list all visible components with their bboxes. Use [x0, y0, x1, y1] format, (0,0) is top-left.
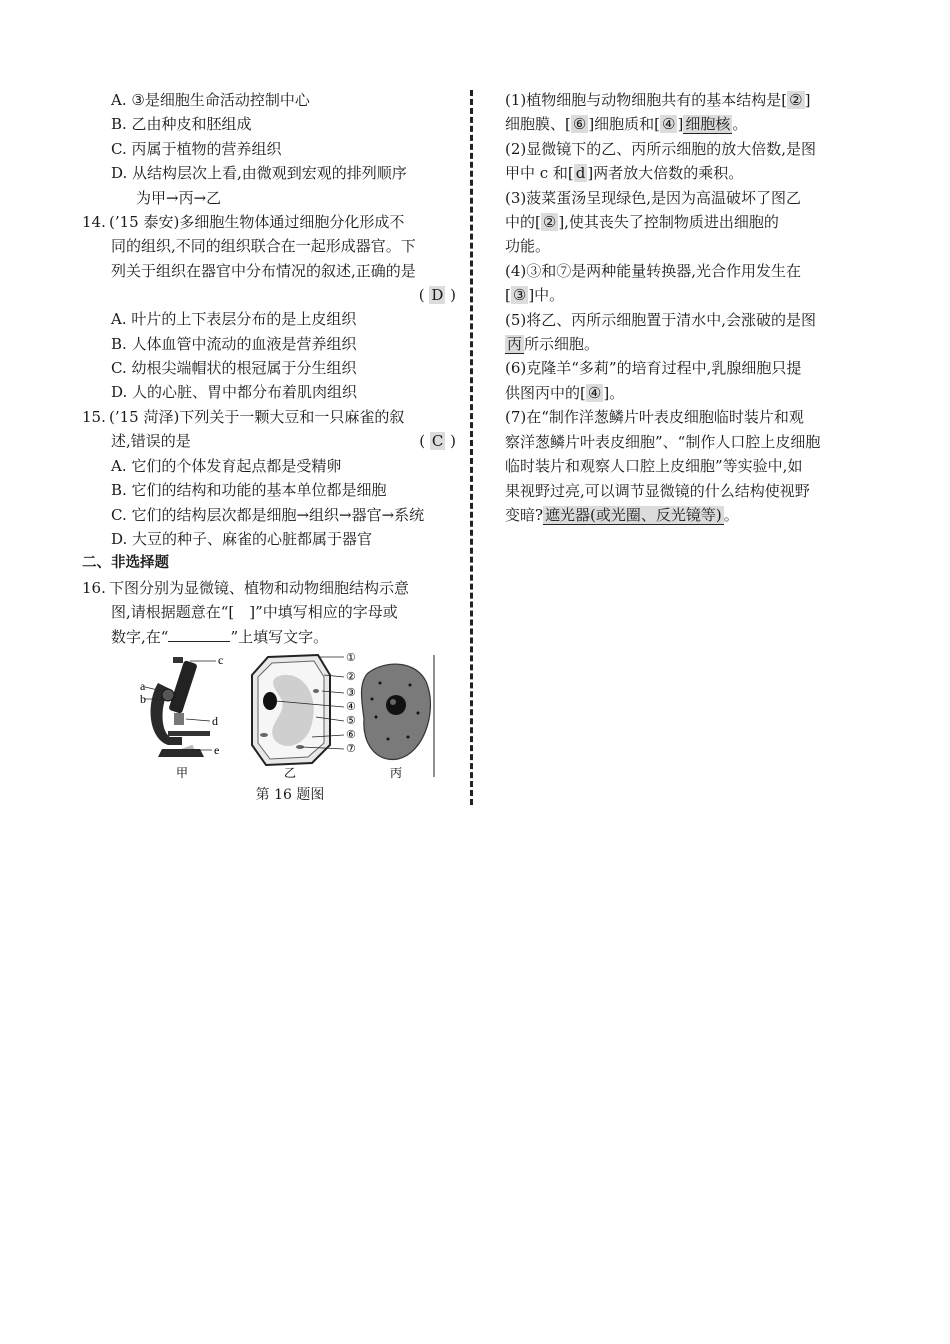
label-d: d — [212, 713, 218, 728]
q15-number: 15. — [82, 407, 106, 426]
figure-16 — [140, 653, 440, 783]
q14-answer: ( D ) — [418, 286, 456, 305]
panel-label-yi: 乙 — [284, 765, 297, 780]
answer-7-line-1: (7)在“制作洋葱鳞片叶表皮细胞临时装片和观 — [505, 408, 804, 427]
answer-7-line-4: 果视野过亮,可以调节显微镜的什么结构使视野 — [505, 481, 810, 500]
answer-2-line-1: (2)显微镜下的乙、丙所示细胞的放大倍数,是图 — [505, 139, 817, 158]
q15-stem-line-2: 述,错误的是 ( C ) — [82, 429, 462, 453]
answer-3-line-2: 中的[ ② ],使其丧失了控制物质进出细胞的 — [505, 213, 779, 232]
microscope-illustration — [140, 653, 223, 757]
answer-5-line-2: 丙 所示细胞。 — [507, 335, 600, 354]
q14-option-b: B. 人体血管中流动的血液是营养组织 — [111, 334, 357, 353]
q14-stem-line-1: 14. (’15 泰安)多细胞生物体通过细胞分化形成不 — [82, 210, 462, 234]
label-3: ③ — [346, 686, 356, 699]
answer-1-line-1: (1)植物细胞与动物细胞共有的基本结构是[ ② ] — [505, 91, 811, 109]
figure-caption: 第 16 题图 — [255, 786, 325, 803]
plant-cell-illustration — [252, 653, 356, 765]
fill-blank-line — [168, 627, 230, 642]
q13-option-b: B. 乙由种皮和胚组成 — [111, 115, 252, 134]
column-divider — [470, 90, 473, 805]
answer-3-line-3: 功能。 — [505, 237, 551, 256]
panel-label-jia: 甲 — [176, 765, 189, 780]
q16-stem-line-2: 图,请根据题意在“[ ]”中填写相应的字母或 — [111, 603, 398, 622]
answer-6-line-1: (6)克隆羊“多莉”的培育过程中,乳腺细胞只提 — [505, 359, 802, 378]
label-1: ① — [346, 652, 356, 664]
q15-answer: ( C ) — [419, 432, 456, 451]
label-e: e — [214, 742, 220, 757]
answer-5-line-1: (5)将乙、丙所示细胞置于清水中,会涨破的是图 — [505, 310, 817, 329]
label-4: ④ — [346, 700, 356, 713]
left-column — [82, 88, 462, 807]
answer-4-line-2: [ ③ ]中。 — [505, 286, 565, 305]
label-a: a — [140, 678, 146, 693]
q13-option-d: D. 从结构层次上看,由微观到宏观的排列顺序 — [111, 164, 407, 183]
label-7: ⑦ — [346, 742, 356, 755]
answer-7-line-3: 临时装片和观察人口腔上皮细胞”等实验中,如 — [505, 457, 803, 476]
q16-stem-line-3: 数字,在“ ”上填写文字。 — [111, 627, 329, 646]
label-c: c — [218, 652, 224, 667]
label-2: ② — [346, 670, 356, 683]
q14-stem-line-2: 同的组织,不同的组织联合在一起形成器官。下 — [111, 237, 416, 256]
q15-option-b: B. 它们的结构和功能的基本单位都是细胞 — [111, 481, 387, 500]
animal-cell-illustration — [362, 655, 435, 777]
q15-option-d: D. 大豆的种子、麻雀的心脏都属于器官 — [111, 529, 373, 548]
label-6: ⑥ — [346, 728, 356, 741]
q13-option-a: A. ③是细胞生命活动控制中心 — [111, 91, 310, 109]
answer-3-line-1: (3)菠菜蛋汤呈现绿色,是因为高温破坏了图乙 — [505, 188, 802, 207]
answer-6-line-2: 供图丙中的[ ④ ]。 — [505, 383, 625, 402]
q16-number: 16. — [82, 578, 106, 597]
answer-7-line-2: 察洋葱鳞片叶表皮细胞”、“制作人口腔上皮细胞 — [505, 432, 821, 451]
q15-stem-line-1: 15. (’15 菏泽)下列关于一颗大豆和一只麻雀的叙 — [82, 405, 462, 429]
section-title: 二、非选择题 — [82, 555, 169, 572]
answer-7-line-5: 变暗? 遮光器(或光圈、反光镜等) 。 — [505, 505, 739, 524]
label-b: b — [140, 691, 146, 706]
q14-number: 14. — [82, 213, 106, 232]
q14-stem-line-3: 列关于组织在器官中分布情况的叙述,正确的是 — [111, 261, 416, 280]
figure-16-svg — [140, 653, 440, 783]
answer-2-line-2: 甲中 c 和[ d ]两者放大倍数的乘积。 — [505, 164, 744, 183]
q13-option-c: C. 丙属于植物的营养组织 — [111, 139, 282, 158]
label-5: ⑤ — [346, 714, 356, 727]
q14-option-c: C. 幼根尖端帽状的根冠属于分生组织 — [111, 359, 357, 378]
right-column — [505, 88, 857, 527]
q15-option-c: C. 它们的结构层次都是细胞→组织→器官→系统 — [111, 505, 425, 524]
q14-answer-row — [82, 283, 462, 307]
answer-4-line-1: (4)③和⑦是两种能量转换器,光合作用发生在 — [505, 261, 802, 280]
q15-option-a: A. 它们的个体发育起点都是受精卵 — [111, 456, 342, 475]
q14-option-d: D. 人的心脏、胃中都分布着肌肉组织 — [111, 383, 358, 402]
panel-label-bing: 丙 — [390, 765, 403, 780]
q14-option-a: A. 叶片的上下表层分布的是上皮组织 — [111, 310, 357, 329]
q16-stem-line-1: 16. 下图分别为显微镜、植物和动物细胞结构示意 — [82, 576, 462, 600]
q13-option-d-continued: 为甲→丙→乙 — [136, 188, 222, 207]
answer-1-line-2: 细胞膜、[ ⑥ ]细胞质和[ ④ ] 细胞核 。 — [505, 115, 748, 134]
